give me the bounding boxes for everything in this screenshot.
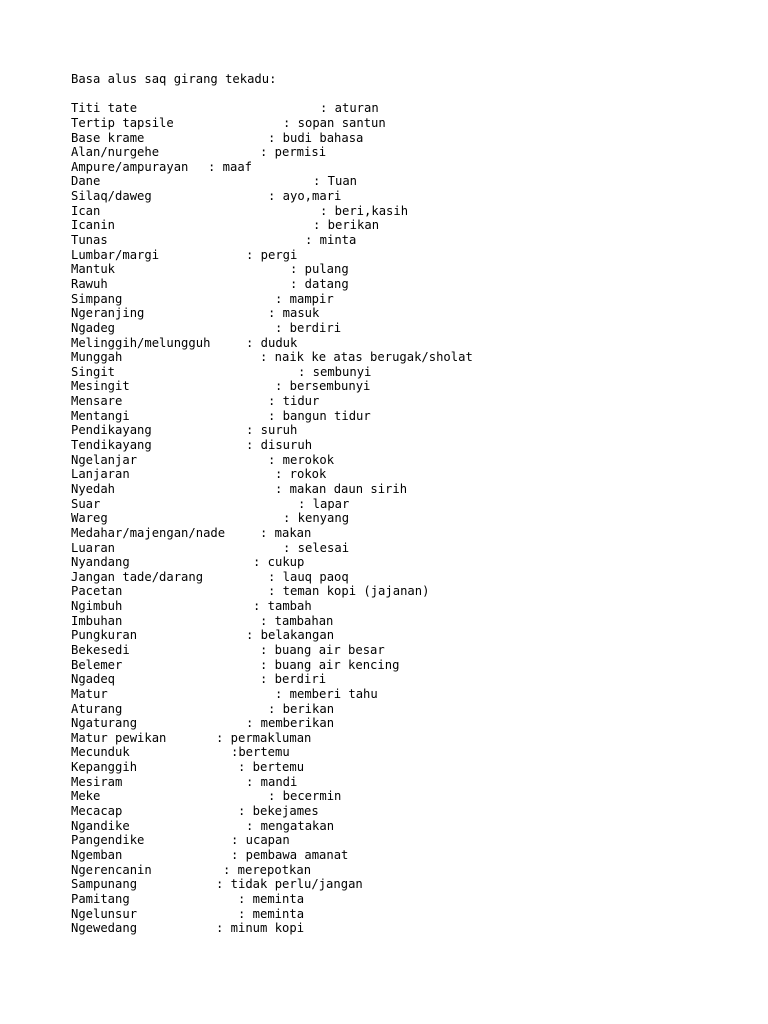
glossary-term: Alan/nurgehe [71, 145, 160, 160]
glossary-row [71, 277, 751, 292]
glossary-term: Pacetan [71, 584, 123, 599]
glossary-row [71, 160, 751, 175]
glossary-definition: : mampir [275, 291, 334, 306]
glossary-row [71, 628, 751, 643]
glossary-term: Ngadeg [71, 320, 116, 335]
glossary-definition: : meminta [238, 906, 305, 921]
blank-line [71, 87, 751, 102]
glossary-definition: : bangun tidur [268, 408, 371, 423]
glossary-term: Ngadeq [71, 672, 116, 687]
glossary-term: Simpang [71, 291, 123, 306]
glossary-row [71, 672, 751, 687]
glossary-term: Mantuk [71, 262, 116, 277]
glossary-row [71, 379, 751, 394]
glossary-row [71, 555, 751, 570]
glossary-definition: : lauq paoq [268, 569, 349, 584]
glossary-term: Nyandang [71, 555, 130, 570]
glossary-row [71, 116, 751, 131]
glossary-definition: : minta [305, 233, 357, 248]
glossary-row [71, 350, 751, 365]
glossary-term: Matur pewikan [71, 730, 167, 745]
glossary-row [71, 248, 751, 263]
glossary-row [71, 438, 751, 453]
glossary-definition: : cukup [253, 555, 305, 570]
glossary-definition: : datang [290, 276, 349, 291]
document-heading: Basa alus saq girang tekadu: [71, 72, 277, 86]
glossary-definition: : berdiri [260, 672, 327, 687]
glossary-row [71, 716, 751, 731]
glossary-term: Mesiram [71, 774, 123, 789]
glossary-row [71, 218, 751, 233]
glossary-definition: : berdiri [275, 320, 342, 335]
glossary-term: Mesingit [71, 379, 130, 394]
glossary-row [71, 541, 751, 556]
glossary-definition: : selesai [283, 540, 350, 555]
glossary-row [71, 394, 751, 409]
glossary-definition: : bekejames [238, 804, 319, 819]
glossary-definition: : buang air kencing [260, 657, 400, 672]
glossary-term: Base krame [71, 130, 145, 145]
glossary-term: Mecunduk [71, 745, 130, 760]
glossary-definition: : lapar [298, 496, 350, 511]
glossary-definition: : Tuan [313, 174, 358, 189]
glossary-row [71, 511, 751, 526]
glossary-row [71, 321, 751, 336]
glossary-row [71, 731, 751, 746]
glossary-definition: : tidur [268, 394, 320, 409]
glossary-definition: : becermin [268, 789, 342, 804]
glossary-row [71, 204, 751, 219]
glossary-row [71, 526, 751, 541]
glossary-row [71, 804, 751, 819]
glossary-term: Melinggih/melungguh [71, 335, 211, 350]
glossary-definition: : pembawa amanat [231, 847, 349, 862]
glossary-row [71, 643, 751, 658]
glossary-term: Tertip tapsile [71, 115, 174, 130]
glossary-term: Mentangi [71, 408, 130, 423]
glossary-row [71, 877, 751, 892]
glossary-row [71, 819, 751, 834]
glossary-definition: : bersembunyi [275, 379, 371, 394]
glossary-definition: : ayo,mari [268, 189, 342, 204]
glossary-row [71, 497, 751, 512]
glossary-term: Imbuhan [71, 613, 123, 628]
glossary-definition: : bertemu [238, 760, 305, 775]
glossary-definition: : ucapan [231, 833, 290, 848]
glossary-term: Medahar/majengan/nade [71, 525, 226, 540]
glossary-term: Singit [71, 364, 116, 379]
glossary-definition: : disuruh [246, 438, 313, 453]
glossary-definition: : memberikan [246, 716, 335, 731]
glossary-definition: : budi bahasa [268, 130, 364, 145]
glossary-list [71, 101, 751, 936]
glossary-term: Lumbar/margi [71, 247, 160, 262]
glossary-row [71, 131, 751, 146]
glossary-definition: : makan daun sirih [275, 481, 408, 496]
glossary-definition: : tambahan [260, 613, 334, 628]
glossary-definition: : buang air besar [260, 642, 385, 657]
glossary-term: Mecacap [71, 804, 123, 819]
glossary-row [71, 570, 751, 585]
glossary-row [71, 467, 751, 482]
glossary-term: Tendikayang [71, 438, 152, 453]
glossary-term: Suar [71, 496, 101, 511]
glossary-definition: : rokok [275, 467, 327, 482]
glossary-row [71, 189, 751, 204]
glossary-definition: : duduk [246, 335, 298, 350]
glossary-term: Meke [71, 789, 101, 804]
glossary-row [71, 584, 751, 599]
glossary-row [71, 306, 751, 321]
glossary-term: Aturang [71, 701, 123, 716]
glossary-term: Luaran [71, 540, 116, 555]
glossary-term: Nyedah [71, 481, 116, 496]
glossary-definition: : makan [260, 525, 312, 540]
glossary-row [71, 614, 751, 629]
glossary-definition: : teman kopi (jajanan) [268, 584, 430, 599]
glossary-definition: : belakangan [246, 628, 335, 643]
glossary-row [71, 658, 751, 673]
glossary-term: Sampunang [71, 877, 138, 892]
glossary-term: Jangan tade/darang [71, 569, 204, 584]
glossary-term: Icanin [71, 218, 116, 233]
glossary-row [71, 292, 751, 307]
glossary-definition: : mandi [246, 774, 298, 789]
glossary-term: Ngandike [71, 818, 130, 833]
glossary-row [71, 863, 751, 878]
glossary-term: Dane [71, 174, 101, 189]
glossary-row [71, 482, 751, 497]
glossary-term: Pamitang [71, 891, 130, 906]
glossary-term: Rawuh [71, 276, 108, 291]
glossary-term: Tunas [71, 233, 108, 248]
glossary-row [71, 336, 751, 351]
glossary-term: Bekesedi [71, 642, 130, 657]
document-page [71, 72, 751, 936]
glossary-row [71, 848, 751, 863]
glossary-term: Ngewedang [71, 921, 138, 936]
glossary-term: Kepanggih [71, 760, 138, 775]
glossary-row [71, 423, 751, 438]
glossary-definition: : permisi [260, 145, 327, 160]
glossary-definition: : tambah [253, 599, 312, 614]
glossary-term: Pangendike [71, 833, 145, 848]
glossary-row [71, 833, 751, 848]
glossary-definition: : naik ke atas berugak/sholat [260, 350, 473, 365]
glossary-definition: : maaf [208, 159, 253, 174]
glossary-definition: : kenyang [283, 511, 350, 526]
glossary-definition: : meminta [238, 891, 305, 906]
glossary-row [71, 101, 751, 116]
glossary-definition: : sembunyi [298, 364, 372, 379]
glossary-row [71, 789, 751, 804]
glossary-definition: : berikan [268, 701, 335, 716]
glossary-term: Ngimbuh [71, 599, 123, 614]
glossary-row [71, 145, 751, 160]
glossary-row [71, 453, 751, 468]
glossary-term: Silaq/daweg [71, 189, 152, 204]
glossary-term: Lanjaran [71, 467, 130, 482]
glossary-definition: : permakluman [216, 730, 312, 745]
glossary-term: Wareg [71, 511, 108, 526]
glossary-definition: : beri,kasih [320, 203, 409, 218]
glossary-definition: : suruh [246, 423, 298, 438]
glossary-row [71, 365, 751, 380]
glossary-definition: : aturan [320, 101, 379, 116]
glossary-row [71, 907, 751, 922]
glossary-term: Ngemban [71, 847, 123, 862]
glossary-term: Ican [71, 203, 101, 218]
glossary-row [71, 892, 751, 907]
glossary-row [71, 921, 751, 936]
glossary-term: Ngelunsur [71, 906, 138, 921]
glossary-definition: : minum kopi [216, 921, 305, 936]
glossary-term: Titi tate [71, 101, 138, 116]
glossary-term: Ngeranjing [71, 306, 145, 321]
glossary-term: Mensare [71, 394, 123, 409]
glossary-row [71, 174, 751, 189]
glossary-row [71, 599, 751, 614]
glossary-term: Ampure/ampurayan [71, 159, 189, 174]
glossary-row [71, 702, 751, 717]
glossary-definition: : sopan santun [283, 115, 386, 130]
glossary-definition: : tidak perlu/jangan [216, 877, 363, 892]
glossary-term: Ngerencanin [71, 862, 152, 877]
glossary-term: Pungkuran [71, 628, 138, 643]
glossary-definition: : mengatakan [246, 818, 335, 833]
glossary-row [71, 409, 751, 424]
glossary-definition: : merepotkan [223, 862, 312, 877]
glossary-definition: : pulang [290, 262, 349, 277]
glossary-definition: : berikan [313, 218, 380, 233]
glossary-term: Ngaturang [71, 716, 138, 731]
glossary-row [71, 760, 751, 775]
glossary-definition: : pergi [246, 247, 298, 262]
glossary-row [71, 745, 751, 760]
glossary-row [71, 262, 751, 277]
glossary-row [71, 233, 751, 248]
glossary-term: Matur [71, 686, 108, 701]
glossary-definition: : merokok [268, 452, 335, 467]
glossary-definition: : memberi tahu [275, 686, 378, 701]
glossary-definition: :bertemu [231, 745, 290, 760]
glossary-term: Ngelanjar [71, 452, 138, 467]
glossary-row [71, 775, 751, 790]
glossary-term: Munggah [71, 350, 123, 365]
glossary-definition: : masuk [268, 306, 320, 321]
glossary-row [71, 687, 751, 702]
glossary-term: Pendikayang [71, 423, 152, 438]
glossary-term: Belemer [71, 657, 123, 672]
